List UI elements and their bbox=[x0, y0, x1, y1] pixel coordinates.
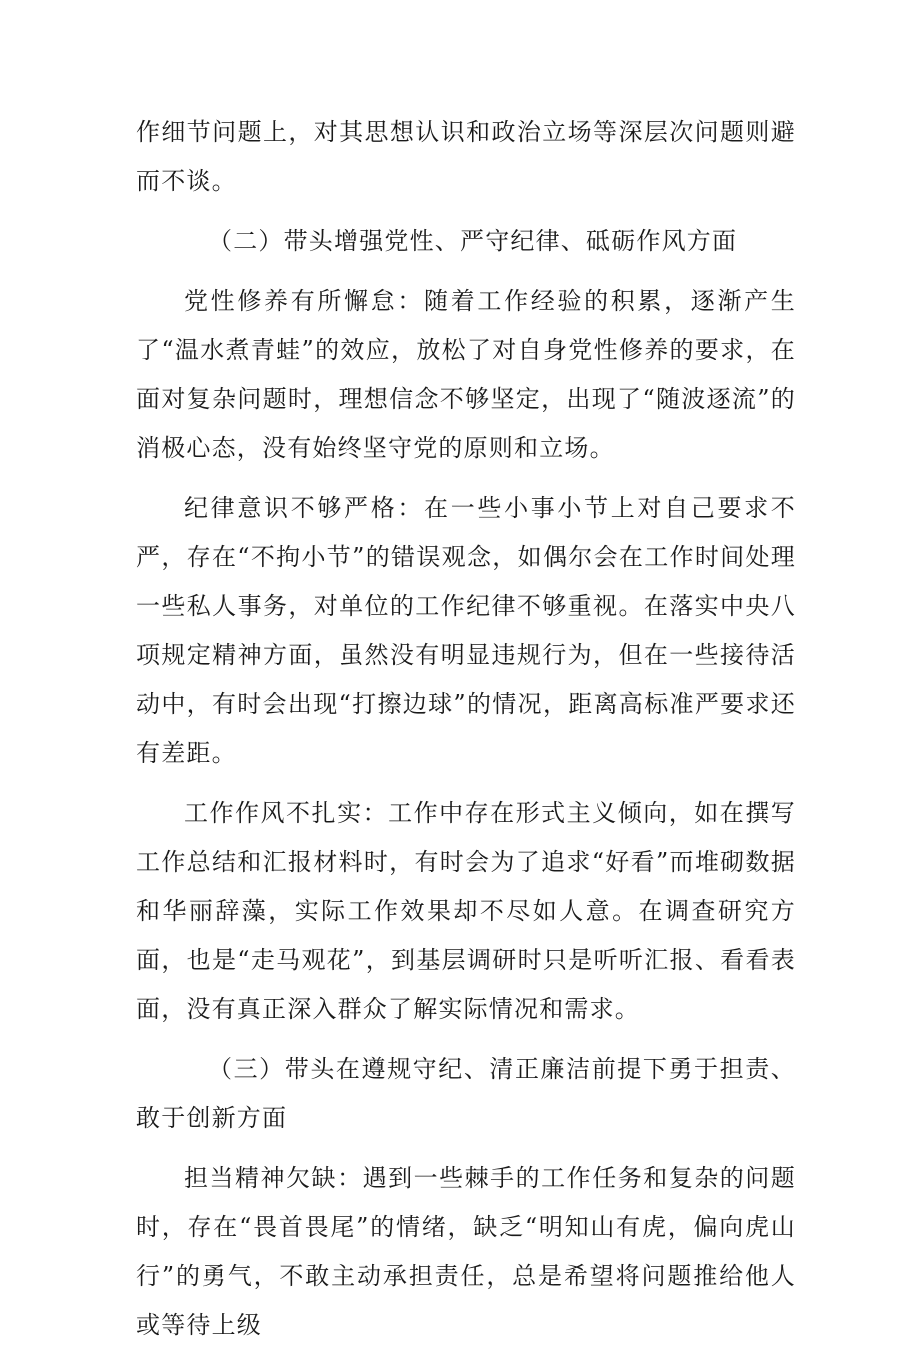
document-body bbox=[136, 108, 796, 1361]
section-heading-3: （三）带头在遵规守纪、清正廉洁前提下勇于担责、敢于创新方面 bbox=[136, 1055, 796, 1132]
paragraph-party-spirit: 党性修养有所懈怠：随着工作经验的积累，逐渐产生了“温水煮青蛙”的效应，放松了对自身党性修养的要求，在面对复杂问题时，理想信念不够坚定，出现了“随波逐流”的消极心态，没有始终坚守党的原则和立场。 bbox=[136, 287, 796, 462]
paragraph-discipline: 纪律意识不够严格：在一些小事小节上对自己要求不严，存在“不拘小节”的错误观念，如偶尔会在工作时间处理一些私人事务，对单位的工作纪律不够重视。在落实中央八项规定精神方面，虽然没有明显违规行为，但在一些接待活动中，有时会出现“打擦边球”的情况，距离高标准严要求还有差距。 bbox=[136, 494, 796, 767]
paragraph-work-style: 工作作风不扎实：工作中存在形式主义倾向，如在撰写工作总结和汇报材料时，有时会为了追求“好看”而堆砌数据和华丽辞藻，实际工作效果却不尽如人意。在调查研究方面，也是“走马观花”，到基层调研时只是听听汇报、看看表面，没有真正深入群众了解实际情况和需求。 bbox=[136, 799, 796, 1023]
paragraph-responsibility: 担当精神欠缺：遇到一些棘手的工作任务和复杂的问题时，存在“畏首畏尾”的情绪，缺乏“明知山有虎，偏向虎山行”的勇气，不敢主动承担责任，总是希望将问题推给他人或等待上级 bbox=[136, 1164, 796, 1339]
section-heading-2: （二）带头增强党性、严守纪律、砥砺作风方面 bbox=[208, 227, 738, 255]
paragraph-continuation: 作细节问题上，对其思想认识和政治立场等深层次问题则避而不谈。 bbox=[136, 118, 796, 195]
